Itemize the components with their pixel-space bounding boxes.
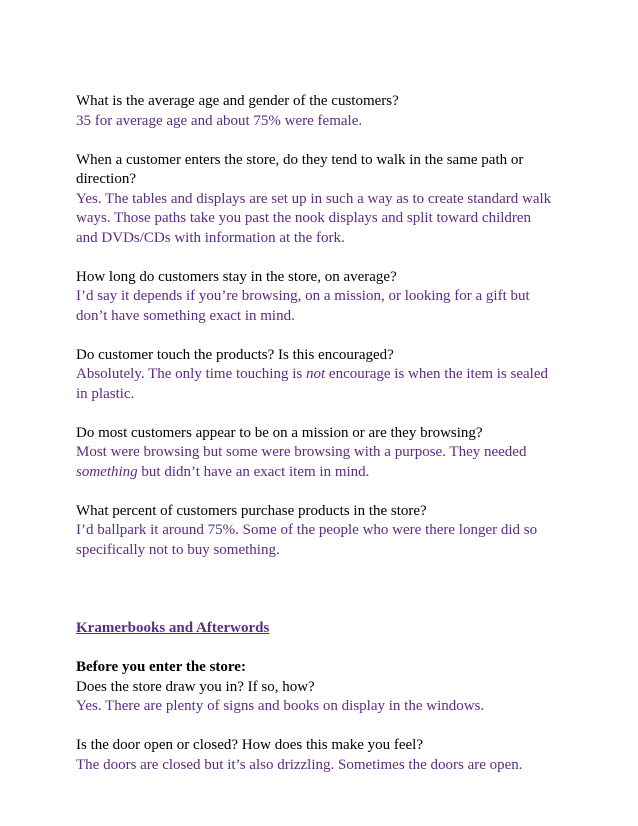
section-title: Kramerbooks and Afterwords	[76, 620, 270, 636]
section-subheading: Before you enter the store:	[76, 659, 246, 675]
question-text: Do customer touch the products? Is this encouraged?	[76, 346, 394, 363]
qa-block	[76, 346, 556, 405]
answer-text: I’d ballpark it around 75%. Some of the people who were there longer did so specifically not to buy something.	[76, 522, 538, 558]
question-text: Do most customers appear to be on a mission or are they browsing?	[76, 424, 483, 441]
question-text: When a customer enters the store, do they tend to walk in the same path or direction?	[76, 151, 524, 187]
qa-block	[76, 268, 556, 327]
section-first-qa	[76, 678, 556, 717]
answer-text: Absolutely. The only time touching is not encourage is when the item is sealed in plastic.	[76, 366, 548, 402]
qa-block	[76, 151, 556, 249]
document-page	[76, 92, 556, 795]
answer-text: The doors are closed but it’s also drizzling. Sometimes the doors are open.	[76, 756, 523, 773]
emphasis-text: not	[305, 366, 326, 382]
question-text: How long do customers stay in the store, on average?	[76, 268, 397, 285]
answer-text: Most were browsing but some were browsing with a purpose. They needed something but didn’t have an exact item in mind.	[76, 444, 527, 480]
qa-list	[76, 92, 556, 560]
emphasis-text: something	[76, 463, 138, 480]
question-text: What is the average age and gender of the customers?	[76, 93, 399, 109]
qa-block	[76, 502, 556, 561]
qa-block	[76, 92, 556, 131]
answer-text: Yes. The tables and displays are set up in such a way as to create standard walk ways. Those paths take you past the nook displays and split toward children and DVDs/CDs with information at the fork.	[76, 190, 552, 246]
answer-text: I’d say it depends if you’re browsing, on a mission, or looking for a gift but don’t have something exact in mind.	[76, 288, 530, 324]
answer-text: 35 for average age and about 75% were female.	[76, 112, 363, 129]
question-text: What percent of customers purchase products in the store?	[76, 502, 427, 519]
answer-text: Yes. There are plenty of signs and books on display in the windows.	[76, 698, 485, 714]
question-text: Does the store draw you in? If so, how?	[76, 678, 315, 695]
question-text: Is the door open or closed? How does this make you feel?	[76, 737, 423, 753]
section-qa-list	[76, 736, 556, 775]
qa-block	[76, 424, 556, 483]
section-intro	[76, 658, 556, 717]
qa-block	[76, 736, 556, 775]
